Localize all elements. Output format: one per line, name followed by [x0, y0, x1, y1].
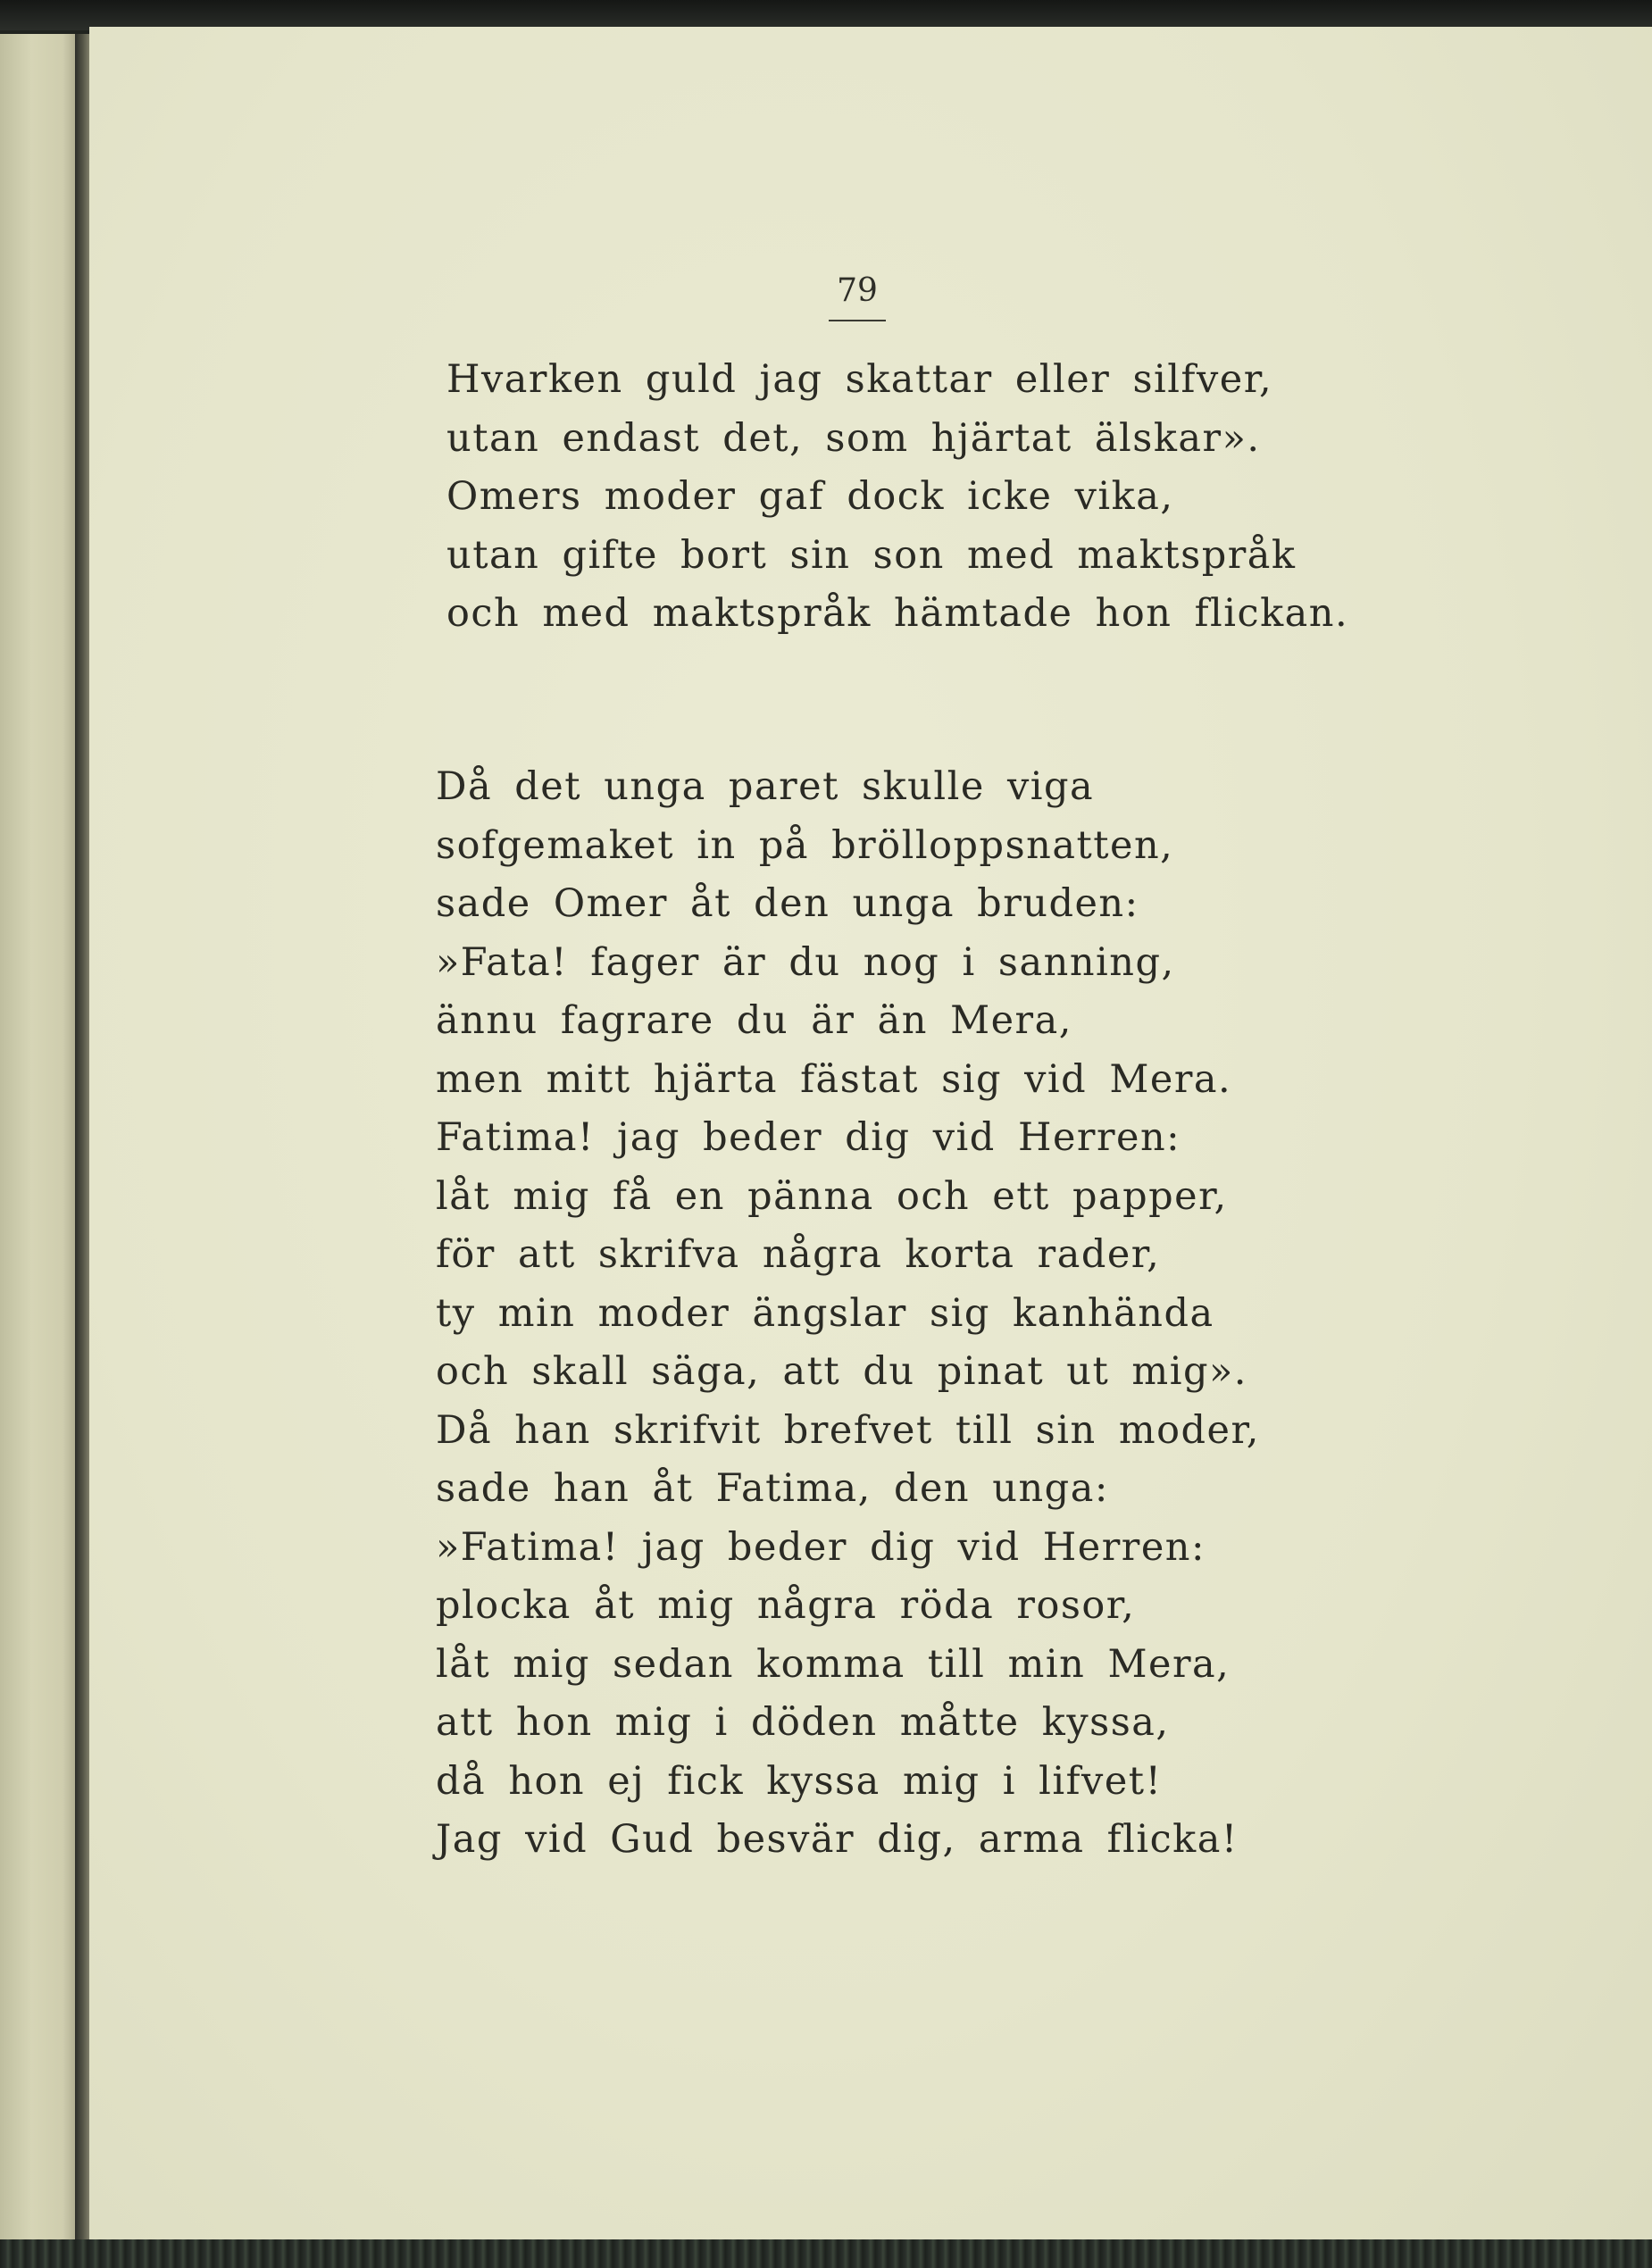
verse-line: låt mig få en pänna och ett papper,: [436, 1173, 1228, 1219]
verse-line: för att skrifva några korta rader,: [436, 1232, 1161, 1277]
stanza-2: [436, 758, 1260, 1870]
page-number-rule: [829, 320, 886, 321]
verse-line: och skall säga, att du pinat ut mig».: [436, 1349, 1247, 1394]
verse-line: och med maktspråk hämtade hon flickan.: [446, 591, 1349, 636]
previous-page-edge: [0, 34, 79, 2239]
scan-bottom-edge: [0, 2239, 1652, 2268]
verse-line: Då det unga paret skulle viga: [436, 764, 1095, 809]
verse-line: plocka åt mig några röda rosor,: [436, 1583, 1136, 1628]
verse-line: låt mig sedan komma till min Mera,: [436, 1641, 1231, 1687]
verse-line: utan gifte bort sin son med maktspråk: [446, 532, 1297, 578]
verse-line: då hon ej fick kyssa mig i lifvet!: [436, 1758, 1163, 1804]
page-number: 79: [837, 272, 878, 309]
verse-line: sofgemaket in på brölloppsnatten,: [436, 822, 1174, 868]
stanza-1: [446, 351, 1348, 644]
verse-line: att hon mig i döden måtte kyssa,: [436, 1700, 1170, 1745]
verse-line: sade han åt Fatima, den unga:: [436, 1466, 1109, 1511]
verse-line: utan endast det, som hjärtat älskar».: [446, 415, 1261, 461]
verse-line: ty min moder ängslar sig kanhända: [436, 1290, 1214, 1336]
scan-top-edge: [0, 0, 1652, 30]
verse-line: »Fatima! jag beder dig vid Herren:: [436, 1524, 1206, 1570]
verse-line: »Fata! fager är du nog i sanning,: [436, 939, 1175, 985]
verse-line: Hvarken guld jag skattar eller silfver,: [446, 357, 1273, 402]
verse-line: Då han skrifvit brefvet till sin moder,: [436, 1407, 1260, 1453]
verse-line: Omers moder gaf dock icke vika,: [446, 474, 1174, 519]
verse-line: sade Omer åt den unga bruden:: [436, 881, 1139, 926]
verse-line: Jag vid Gud besvär dig, arma flicka!: [436, 1817, 1239, 1862]
verse-line: Fatima! jag beder dig vid Herren:: [436, 1115, 1181, 1160]
verse-line: men mitt hjärta fästat sig vid Mera.: [436, 1056, 1232, 1102]
verse-line: ännu fagrare du är än Mera,: [436, 998, 1072, 1043]
